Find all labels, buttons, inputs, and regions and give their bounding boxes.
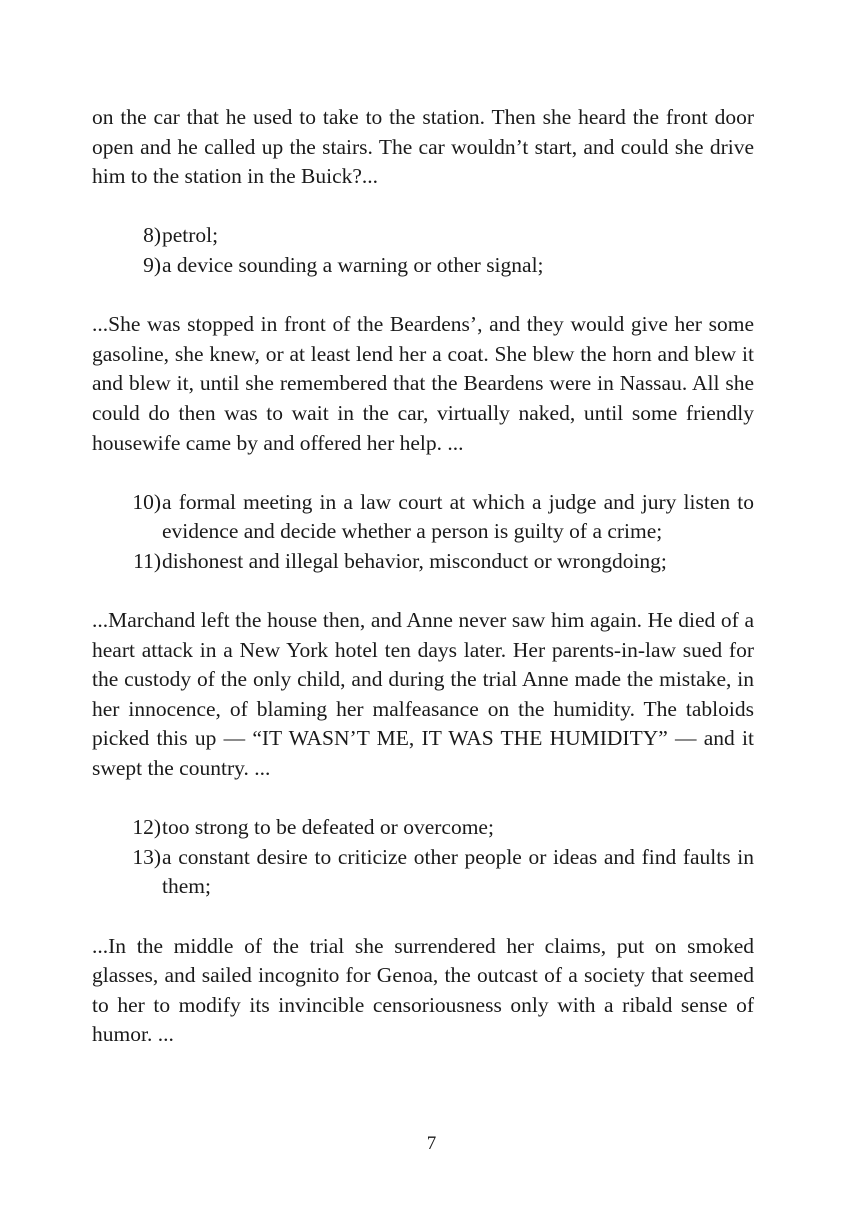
list-item — [92, 251, 754, 281]
list-item — [92, 221, 754, 251]
definition-list-1 — [92, 221, 754, 280]
item-number: 10) — [132, 489, 161, 514]
item-text: dishonest and illegal behavior, misconduct or wrongdoing; — [162, 548, 667, 573]
definition-list-2 — [92, 488, 754, 577]
paragraph-1: on the car that he used to take to the station. Then she heard the front door open and he called up the stairs. The car wouldn’t start, and could she drive him to the station in the Buick?... — [92, 105, 754, 189]
item-number: 12) — [132, 815, 161, 840]
item-number: 8) — [143, 223, 161, 248]
item-text: a device sounding a warning or other signal; — [162, 252, 544, 277]
paragraph-2: ...She was stopped in front of the Beardens’, and they would give her some gasoline, she knew, or at least lend her a coat. She blew the horn and blew it and blew it, until she remembered that the Beardens were in Nassau. All she could do then was to wait in the car, virtually naked, until some friendly housewife came by and offered her help. ... — [92, 312, 754, 455]
paragraph-3: ...Marchand left the house then, and Anne never saw him again. He died of a heart attack in a New York hotel ten days later. Her parents-in-law sued for the custody of the only child, and during the trial Anne made the mistake, in her innocence, of blaming her malfeasance on the humidity. The tabloids picked this up — “IT WASN’T ME, IT WAS THE HUMIDITY” — and it swept the country. ... — [92, 608, 754, 781]
item-text: too strong to be defeated or overcome; — [162, 815, 494, 840]
list-item — [92, 547, 754, 577]
list-item — [92, 488, 754, 547]
page-number: 7 — [426, 1133, 437, 1154]
definition-list-3 — [92, 813, 754, 902]
item-number: 9) — [143, 252, 161, 277]
page-body — [92, 103, 754, 1050]
item-text: a formal meeting in a law court at which a judge and jury listen to evidence and decide whether a person is guilty of a crime; — [162, 489, 754, 544]
paragraph-4: ...In the middle of the trial she surrendered her claims, put on smoked glasses, and sailed incognito for Genoa, the outcast of a society that seemed to her to modify its invincible censoriousness only with a ribald sense of humor. ... — [92, 933, 754, 1047]
item-number: 11) — [133, 548, 161, 573]
list-item — [92, 813, 754, 843]
list-item — [92, 843, 754, 902]
item-text: petrol; — [162, 223, 219, 248]
item-text: a constant desire to criticize other people or ideas and find faults in them; — [162, 844, 754, 899]
item-number: 13) — [132, 844, 161, 869]
